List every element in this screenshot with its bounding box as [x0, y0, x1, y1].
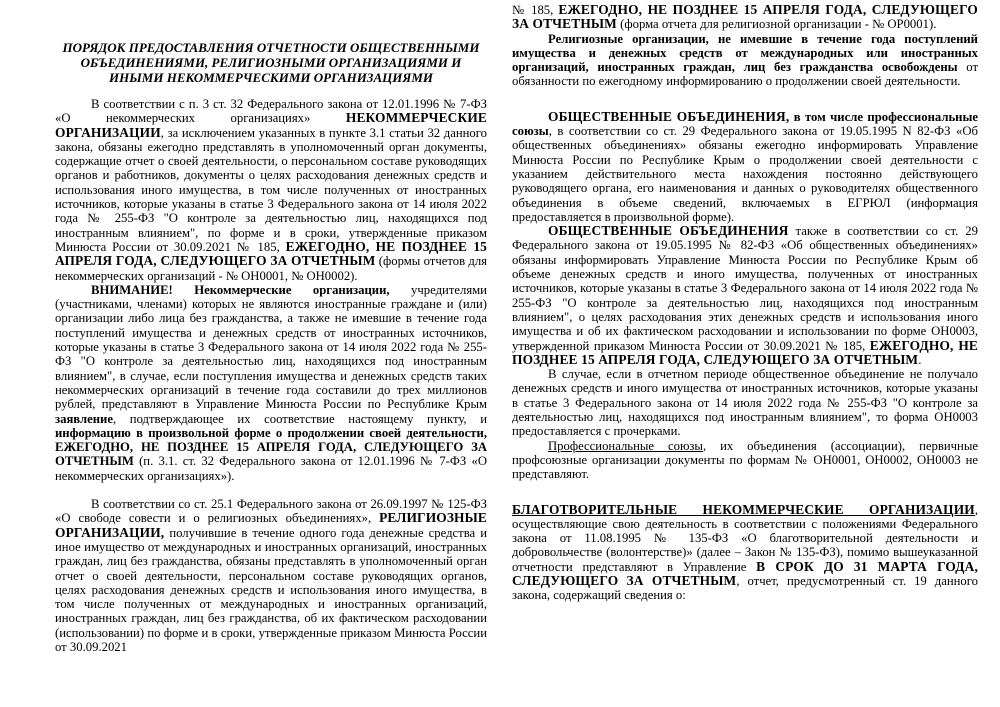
document-title: ПОРЯДОК ПРЕДОСТАВЛЕНИЯ ОТЧЕТНОСТИ ОБЩЕСТВЕННЫМИ ОБЪЕДИНЕНИЯМИ, РЕЛИГИОЗНЫМИ ОРГАНИЗАЦИЯМИ И ИНЫМИ НЕКОММЕРЧЕСКИМИ ОРГАНИЗАЦИЯМИ	[62, 40, 480, 85]
paragraph-charitable-organizations: БЛАГОТВОРИТЕЛЬНЫЕ НЕКОММЕРЧЕСКИЕ ОРГАНИЗАЦИИ, осуществляющие свою деятельность в соответствии с положениями Федерального закона от 11.08.1995 № 135-ФЗ «О благотворительной деятельности и добровольчестве (волонтерстве)» (далее – Закон № 135-ФЗ), помимо вышеуказанной отчетности представляют в Управление В СРОК ДО 31 МАРТА ГОДА, СЛЕДУЮЩЕГО ЗА ОТЧЕТНЫМ, отчет, предусмотренный ст. 19 данного закона, содержащий сведения о:	[512, 501, 978, 603]
paragraph-religious-continued: № 185, ЕЖЕГОДНО, НЕ ПОЗДНЕЕ 15 АПРЕЛЯ ГОДА, СЛЕДУЮЩЕГО ЗА ОТЧЕТНЫМ (форма отчета для религиозной организации - № ОР0001).	[512, 2, 978, 32]
left-column	[55, 40, 487, 654]
paragraph-public-associations-funds: ОБЩЕСТВЕННЫЕ ОБЪЕДИНЕНИЯ также в соответствии со ст. 29 Федерального закона от 19.05.1995 № 82-ФЗ «Об общественных объединениях» обязаны информировать Управление Минюста России по Республике Крым об объеме денежных средств и иного имущества, полученных от иностранных источников, которые указаны в статье 3 Федерального закона от 14 июля 2022 года № 255-ФЗ "О контроле за деятельностью лиц, находящихся под иностранным влиянием", о целях расходования этих денежных средств и использования иного имущества и об их фактическом расходовании и использовании по форме ОН0003, утвержденной приказом Минюста России от 30.09.2021 № 185, ЕЖЕГОДНО, НЕ ПОЗДНЕЕ 15 АПРЕЛЯ ГОДА, СЛЕДУЮЩЕГО ЗА ОТЧЕТНЫМ.	[512, 223, 978, 367]
spacer	[512, 482, 978, 503]
right-column	[512, 3, 978, 603]
spacer	[55, 483, 487, 497]
spacer	[512, 89, 978, 110]
paragraph-no-foreign-funds: В случае, если в отчетном периоде общественное объединение не получало денежных средств и иного имущества от иностранных источников, которые указаны в статье 3 Федерального закона от 14 июля 2022 года № 255-ФЗ "О контроле за деятельностью лиц, находящихся под иностранным влиянием", то форма ОН0003 предоставляется с прочерками.	[512, 367, 978, 439]
paragraph-religious-exemption: Религиозные организации, не имевшие в течение года поступлений имущества и денежных средств от международных или иностранных организаций, иностранных граждан, лиц без гражданства освобождены от обязанности по ежегодному информированию о продолжении своей деятельности.	[512, 31, 978, 89]
paragraph-nko-reporting: В соответствии с п. 3 ст. 32 Федерального закона от 12.01.1996 № 7-ФЗ «О некоммерческих организациях» НЕКОММЕРЧЕСКИЕ ОРГАНИЗАЦИИ, за исключением указанных в пункте 3.1 статьи 32 данного закона, обязаны ежегодно представлять в уполномоченный орган документы, содержащие отчет о своей деятельности, о персональном составе руководящих органов и работников, документы о целях расходования денежных средств и использования иного имущества, в том числе полученных от иностранных источников, которые указаны в статье 3 Федерального закона от 14 июля 2022 года № 255-ФЗ "О контроле за деятельностью лиц, находящихся под иностранным влиянием", по форме и в сроки, утвержденные приказом Минюста России от 30.09.2021 № 185, ЕЖЕГОДНО, НЕ ПОЗДНЕЕ 15 АПРЕЛЯ ГОДА, СЛЕДУЮЩЕГО ЗА ОТЧЕТНЫМ (формы отчетов для некоммерческих организаций - № ОН0001, № ОН0002).	[55, 97, 488, 283]
paragraph-trade-unions: Профессиональные союзы, их объединения (ассоциации), первичные профсоюзные организации документы по формам № ОН0001, ОН0002, ОН0003 не представляют.	[512, 438, 978, 482]
paragraph-attention: ВНИМАНИЕ! Некоммерческие организации, учредителями (участниками, членами) которых не являются иностранные граждане и (или) организации либо лица без гражданства, а также не имевшие в течение года поступлений имущества и денежных средств от иностранных источников, которые указаны в статье 3 Федерального закона от 14 июля 2022 года № 255-ФЗ "О контроле за деятельностью лиц, находящихся под иностранным влиянием", в случае, если поступления имущества и денежных средств таких некоммерческих организаций в течение года составили до трех миллионов рублей, представляют в Управление Минюста России по Республике Крым заявление, подтверждающее их соответствие настоящему пункту, и информацию в произвольной форме о продолжении своей деятельности, ЕЖЕГОДНО, НЕ ПОЗДНЕЕ 15 АПРЕЛЯ ГОДА, СЛЕДУЮЩЕГО ЗА ОТЧЕТНЫМ (п. 3.1. ст. 32 Федерального закона от 12.01.1996 № 7-ФЗ «О некоммерческих организациях»).	[55, 282, 487, 483]
paragraph-religious-organizations: В соответствии со ст. 25.1 Федерального закона от 26.09.1997 № 125-ФЗ «О свободе совести и о религиозных объединениях», РЕЛИГИОЗНЫЕ ОРГАНИЗАЦИИ, получившие в течение одного года денежные средства и иное имущество от международных и иностранных организаций, иностранных граждан, лиц без гражданства, обязаны представлять в уполномоченный орган отчет о своей деятельности, персональном составе руководящих органов, целях расходования денежных средств и использования иного имущества, в том числе полученных от международных и иностранных организаций, иностранных граждан, лиц без гражданства, об их фактическом расходовании (использовании) по форме и в сроки, утвержденные приказом Минюста России от 30.09.2021	[55, 497, 487, 654]
paragraph-public-associations: ОБЩЕСТВЕННЫЕ ОБЪЕДИНЕНИЯ, в том числе профессиональные союзы, в соответствии со ст. 29 Федерального закона от 19.05.1995 N 82-ФЗ «Об общественных объединениях» обязаны ежегодно информировать Управление Минюста России по Республике Крым о продолжении своей деятельности с указанием действительного места нахождения постоянно действующего руководящего органа, его наименования и данных о руководителях общественного объединения в объеме сведений, включаемых в ЕГРЮЛ (информация предоставляется в произвольной форме).	[512, 108, 979, 224]
